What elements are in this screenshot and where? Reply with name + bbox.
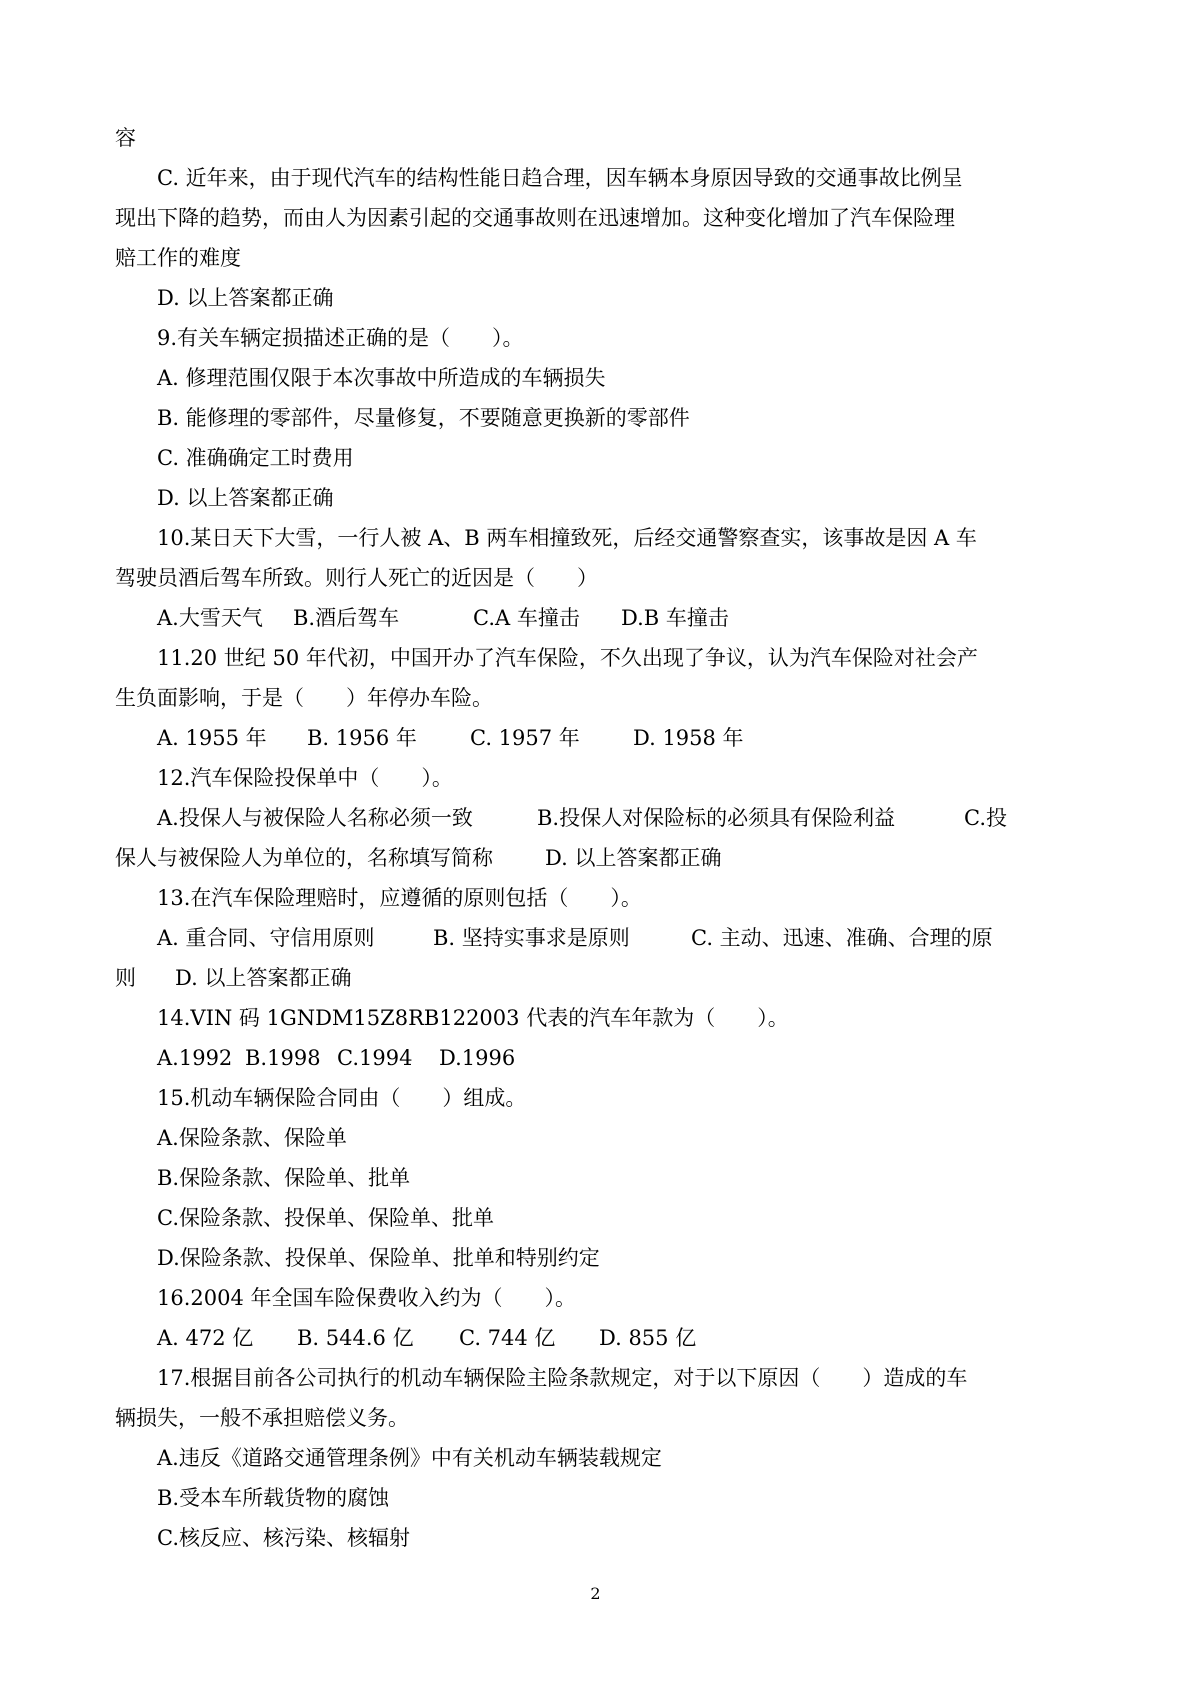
question-13: 13.在汽车保险理赔时，应遵循的原则包括（ ）。	[157, 886, 642, 910]
text-line: 容	[115, 126, 136, 150]
question-15: 15.机动车辆保险合同由（ ）组成。	[157, 1086, 527, 1110]
options-row	[115, 918, 1085, 958]
option-b: B. 能修理的零部件，尽量修复，不要随意更换新的零部件	[157, 406, 690, 430]
question-11: 11.20 世纪 50 年代初，中国开办了汽车保险，不久出现了争议，认为汽车保险对社会产	[157, 646, 978, 670]
option-c: C.核反应、核污染、核辐射	[157, 1526, 410, 1550]
options-row	[115, 718, 1085, 758]
option-a: A.1992	[157, 1046, 233, 1070]
option-c: C. 准确确定工时费用	[157, 446, 354, 470]
option-d: D. 以上答案都正确	[157, 486, 334, 510]
options-row	[115, 838, 1085, 878]
option-a: A.大雪天气	[157, 606, 263, 630]
question-17: 17.根据目前各公司执行的机动车辆保险主险条款规定，对于以下原因（ ）造成的车	[157, 1366, 968, 1390]
options-row	[115, 598, 1085, 638]
option-c: C.A 车撞击	[473, 606, 580, 630]
option-b: B. 坚持实事求是原则	[433, 926, 630, 950]
option-c: C. 1957 年	[470, 726, 580, 750]
question-10: 10.某日天下大雪，一行人被 A、B 两车相撞致死，后经交通警察查实，该事故是因 A 车	[157, 526, 977, 550]
option-d: D.B 车撞击	[621, 606, 729, 630]
option-b: B. 544.6 亿	[297, 1326, 414, 1350]
option-a: A. 修理范围仅限于本次事故中所造成的车辆损失	[157, 366, 606, 390]
option-c: C.保险条款、投保单、保险单、批单	[157, 1206, 494, 1230]
option-a: A. 1955 年	[157, 726, 267, 750]
option-b: B.酒后驾车	[293, 606, 400, 630]
text-line: 现出下降的趋势，而由人为因素引起的交通事故则在迅速增加。这种变化增加了汽车保险理	[115, 206, 955, 230]
text-line: 则	[115, 966, 136, 990]
question-9: 9.有关车辆定损描述正确的是（ ）。	[157, 326, 524, 350]
text-line: 保人与被保险人为单位的，名称填写简称	[115, 846, 493, 870]
option-c: C.投	[964, 806, 1007, 830]
question-16: 16.2004 年全国车险保费收入约为（ ）。	[157, 1286, 577, 1310]
option-b: B.保险条款、保险单、批单	[157, 1166, 411, 1190]
options-row	[115, 798, 1085, 838]
option-b: B.1998	[245, 1046, 321, 1070]
option-c: C. 主动、迅速、准确、合理的原	[691, 926, 993, 950]
text-line: 辆损失，一般不承担赔偿义务。	[115, 1406, 409, 1430]
option-d: D. 以上答案都正确	[545, 846, 722, 870]
option-d: D. 以上答案都正确	[157, 286, 334, 310]
option-b: B. 1956 年	[307, 726, 417, 750]
option-b: B.投保人对保险标的必须具有保险利益	[537, 806, 896, 830]
option-a: A.保险条款、保险单	[157, 1126, 347, 1150]
option-a: A. 472 亿	[157, 1326, 254, 1350]
page-number: 2	[590, 1584, 601, 1603]
option-c: C. 近年来，由于现代汽车的结构性能日趋合理，因车辆本身原因导致的交通事故比例呈	[157, 166, 963, 190]
option-c: C. 744 亿	[459, 1326, 556, 1350]
option-a: A.投保人与被保险人名称必须一致	[157, 806, 473, 830]
options-row	[115, 1318, 1085, 1358]
options-row	[115, 1038, 1085, 1078]
option-a: A. 重合同、守信用原则	[157, 926, 375, 950]
option-d: D. 1958 年	[633, 726, 744, 750]
question-14: 14.VIN 码 1GNDM15Z8RB122003 代表的汽车年款为（ ）。	[157, 1006, 789, 1030]
text-line: 生负面影响，于是（ ）年停办车险。	[115, 686, 493, 710]
option-d: D. 855 亿	[599, 1326, 697, 1350]
option-a: A.违反《道路交通管理条例》中有关机动车辆装载规定	[157, 1446, 662, 1470]
option-c: C.1994	[337, 1046, 413, 1070]
text-line: 赔工作的难度	[115, 246, 241, 270]
page-content	[115, 118, 1085, 1558]
option-d: D.保险条款、投保单、保险单、批单和特别约定	[157, 1246, 600, 1270]
text-line: 驾驶员酒后驾车所致。则行人死亡的近因是（ ）	[115, 566, 598, 590]
options-row	[115, 958, 1085, 998]
option-b: B.受本车所载货物的腐蚀	[157, 1486, 390, 1510]
question-12: 12.汽车保险投保单中（ ）。	[157, 766, 453, 790]
option-d: D.1996	[439, 1046, 516, 1070]
option-d: D. 以上答案都正确	[175, 966, 352, 990]
